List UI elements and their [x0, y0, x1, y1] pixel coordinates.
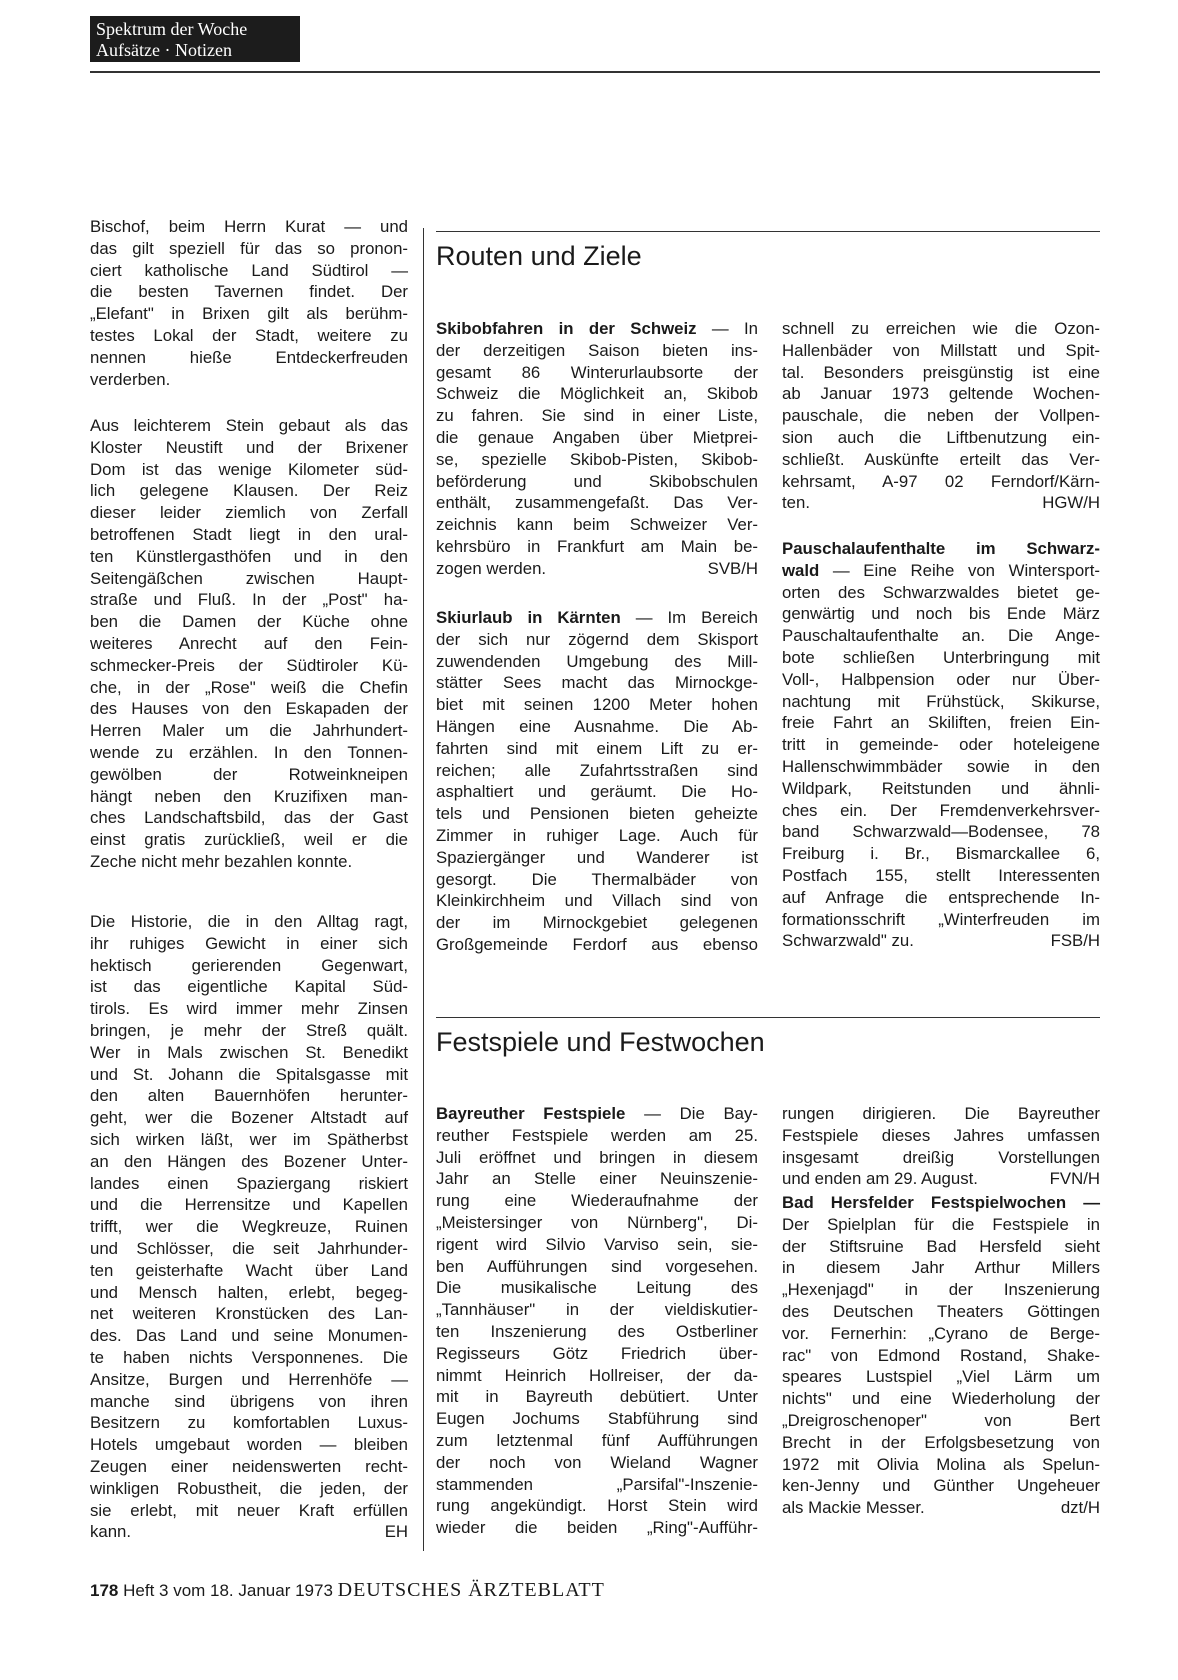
signature-dzt: dzt/H — [1060, 1498, 1100, 1518]
text-line: Hallenschwimmbäder sowie in den — [782, 756, 1100, 776]
text-line: ben Aufführungen sind vorgesehen. — [436, 1256, 758, 1276]
signature-fvn: FVN/H — [1049, 1169, 1100, 1189]
text-line: Juli eröffnet und bringen in diesem — [436, 1147, 758, 1167]
text-line: Freiburg i. Br., Bismarckallee 6, — [782, 844, 1100, 864]
text-line: zeichnis kann beim Schweizer Ver- — [436, 515, 758, 535]
text-line: rung angekündigt. Horst Stein wird — [436, 1496, 758, 1516]
text-line: Großgemeinde Ferdorf aus ebenso — [436, 934, 758, 954]
text-line: gewölben der Rotweinkneipen — [90, 764, 408, 784]
text-line: einst gratis zurückließ, weil er die — [90, 830, 408, 850]
text-line: geht, wer die Bozener Altstadt auf — [90, 1108, 408, 1128]
text-line: der im Mirnockgebiet gelegenen — [436, 913, 758, 933]
text-line: net weiteren Kronstücken des Lan- — [90, 1304, 408, 1324]
text-line: reuther Festspiele werden am 25. — [436, 1125, 758, 1145]
text-line: insgesamt dreißig Vorstellungen — [782, 1147, 1100, 1167]
text-line: gesorgt. Die Thermalbäder von — [436, 869, 758, 889]
text-line: und Mensch halten, erlebt, begeg- — [90, 1282, 408, 1302]
text-line: biet mit seinen 1200 Meter hohen — [436, 695, 758, 715]
text-line: Kleinkirchheim und Villach sind von — [436, 891, 758, 911]
text-line: che, in der „Rose" weiß die Chefin — [90, 677, 408, 697]
text-line: freie Fahrt an Skiliften, freien Ein- — [782, 713, 1100, 733]
text-line: winkligen Robustheit, die jeden, der — [90, 1478, 408, 1498]
text-line: trifft, wer die Wegkreuze, Ruinen — [90, 1217, 408, 1237]
text-line: se, spezielle Skibob-Pisten, Skibob- — [436, 449, 758, 469]
text-line: Dom ist das wenige Kilometer süd- — [90, 459, 408, 479]
text-line: Ansitze, Burgen und Herrenhöfe — — [90, 1369, 408, 1389]
signature-hgw: HGW/H — [1042, 493, 1100, 513]
text-line: Pauschaltaufenthalte an. Die Ange- — [782, 626, 1100, 646]
text-line: Herren Maler um die Jahrhundert- — [90, 721, 408, 741]
text-line: wende zu erzählen. In den Tonnen- — [90, 742, 408, 762]
text-line: der Stiftsruine Bad Hersfeld sieht — [782, 1236, 1100, 1256]
text-line: zuwendenden Umgebung des Mill- — [436, 651, 758, 671]
text-line: straße und Fluß. In der „Post" ha- — [90, 590, 408, 610]
section-header-box — [90, 16, 300, 62]
article-kaernten: Skiurlaub in Kärnten — Im Bereich der sich nur zögernd dem Skisport zuwendenden Umgebung des Mill- stätter Sees macht das Mirnockge- biet mit seinen 1200 Meter hohen Hängen eine Ausnahme. Die Ab- fahrten sind mit einem Lift zu er- reichen; alle Zufahrtsstraßen sind asphaltiert und geräumt. Die Ho- tels und Pensionen bieten geheizte Zimmer in ruhiger Lage. Auch für Spaziergänger und Wanderer ist gesorgt. Die Thermalbäder von Kleinkirchheim und Villach sind von der im Mirnockgebiet gelegenen Großgemeinde Ferdorf aus ebenso — [436, 608, 759, 954]
text-line: sion auch die Liftbenutzung ein- — [782, 427, 1100, 447]
text-line: weiteres Anrecht auf den Fein- — [90, 633, 408, 653]
text-line: Besitzern zu komfortablen Luxus- — [90, 1413, 408, 1433]
text-line: 1972 mit Olivia Molina als Spelun- — [782, 1454, 1100, 1474]
text-line: des Deutschen Theaters Göttingen — [782, 1301, 1100, 1321]
text-line: ab Januar 1973 geltende Wochen- — [782, 384, 1100, 404]
article-schwarzwald-heading: Pauschalaufenthalte im Schwarz- — [782, 539, 1100, 558]
text-line: der noch von Wieland Wagner — [436, 1452, 758, 1472]
signature-eh: EH — [384, 1522, 408, 1542]
text-line: „Elefant" in Brixen gilt als berühm- — [90, 304, 408, 324]
article-bayreuth-heading: Bayreuther Festspiele — [436, 1104, 626, 1123]
text-line: schließt. Auskünfte erteilt das Ver- — [782, 449, 1100, 469]
page-footer — [90, 1579, 605, 1602]
text-line: tirols. Es wird immer mehr Zinsen — [90, 999, 408, 1019]
text-line: manche sind übrigens von ihren — [90, 1391, 408, 1411]
column-divider — [423, 228, 424, 1551]
text-line: Eugen Jochums Stabführung sind — [436, 1409, 758, 1429]
text-line: tritt in gemeinde- oder hoteleigene — [782, 735, 1100, 755]
issue-info: Heft 3 vom 18. Januar 1973 — [123, 1581, 333, 1600]
text-line: nichts" und eine Wiederholung der — [782, 1389, 1100, 1409]
text-line: an den Hängen des Bozener Unter- — [90, 1151, 408, 1171]
text-line: und St. Johann die Spitalsgasse mit — [90, 1064, 408, 1084]
text-line: schnell zu erreichen wie die Ozon- — [782, 319, 1100, 338]
text-line: des Hauses von den Eskapaden der — [90, 699, 408, 719]
section-header-line1: Spektrum der Woche — [96, 19, 248, 39]
text-line: wieder die beiden „Ring"-Aufführ- — [436, 1518, 758, 1538]
text-line: Zeche nicht mehr bezahlen konnte. — [90, 851, 353, 871]
text-line: gesamt 86 Winterurlaubsorte der — [436, 362, 758, 382]
text-line: hektisch gerierenden Gegenwart, — [90, 955, 408, 975]
text-line: Zimmer in ruhiger Lage. Auch für — [436, 825, 758, 845]
text-line: kehrsbüro in Frankfurt am Main be- — [436, 536, 758, 556]
text-line: ken-Jenny und Günther Ungeheuer — [782, 1476, 1100, 1496]
text-line: „Tannhäuser" in der vieldiskutier- — [436, 1300, 758, 1320]
text-line: Hotels umgebaut worden — bleiben — [90, 1435, 408, 1455]
text-line: Festspiele dieses Jahres umfassen — [782, 1125, 1100, 1145]
text-line: tal. Besonders preisgünstig ist eine — [782, 362, 1100, 382]
text-line: Spaziergänger und Wanderer ist — [436, 847, 758, 867]
text-line: Seitengäßchen zwischen Haupt- — [90, 568, 408, 588]
text-line: Der Spielplan für die Festspiele in — [782, 1214, 1100, 1234]
text-line: Wer in Mals zwischen St. Benedikt — [90, 1042, 408, 1062]
header-rule — [90, 71, 1100, 73]
text-line: Kloster Neustift und der Brixener — [90, 437, 408, 457]
col1-paragraph-3-end: kann. EH — [90, 1522, 408, 1542]
text-line: enthält, zusammengefaßt. Das Ver- — [436, 493, 758, 513]
text-line: pauschale, die neben der Vollpen- — [782, 406, 1100, 426]
text-line: schmecker-Preis der Südtiroler Kü- — [90, 655, 408, 675]
text-line: bringen, je mehr der Streß quält. — [90, 1020, 408, 1040]
text-line: bote schließen Unterbringung mit — [782, 647, 1100, 667]
text-line: die besten Tavernen findet. Der — [90, 282, 408, 302]
text-line: Wildpark, Reitstunden und ähnli- — [782, 778, 1100, 798]
text-line: ten Künstlergasthöfen und in den — [90, 546, 408, 566]
text-line: sie erlebt, mit neuer Kraft erfüllen — [90, 1500, 408, 1520]
text-line: beförderung und Skibobschulen — [436, 471, 758, 491]
text-line: nennen hieße Entdeckerfreuden — [90, 347, 408, 367]
text-line: sich wirken läßt, wer im Spätherbst — [90, 1129, 408, 1149]
article-skibob: Skibobfahren in der Schweiz — In der derzeitigen Saison bieten ins- gesamt 86 Winterurlaubsorte der Schweiz die Möglichkeit an, Skibob zu fahren. Sie sind in einer Liste, die genaue Angaben über Mietprei- se, spezielle Skibob-Pisten, Skibob- beförderung und Skibobschulen enthält, zusammengefaßt. Das Ver- zeichnis kann beim Schweizer Ver- kehrsbüro in Frankfurt am Main be- zogen werden. SVB/H — [436, 319, 758, 578]
text-line: ihr ruhiges Gewicht in einer sich — [90, 933, 408, 953]
text-line: in diesem Jahr Arthur Millers — [782, 1258, 1100, 1278]
text-line: des. Das Land und seine Monumen- — [90, 1326, 408, 1346]
text-line: Hallenbäder von Millstatt und Spit- — [782, 340, 1100, 360]
text-line: Jahr an Stelle einer Neuinszenie- — [436, 1169, 758, 1189]
text-line: formationsschrift „Winterfreuden im — [782, 909, 1100, 929]
text-line: zu fahren. Sie sind in einer Liste, — [436, 406, 758, 426]
text-line: das gilt speziell für das so pronon- — [90, 238, 408, 258]
text-line: asphaltiert und geräumt. Die Ho- — [436, 782, 758, 802]
text-line: Zeugen einer neidenswerten recht- — [90, 1456, 408, 1476]
text-line: landes einen Spaziergang riskiert — [90, 1173, 408, 1193]
text-line: betroffenen Stadt liegt in den ural- — [90, 524, 408, 544]
text-line: Voll-, Halbpension oder nur Über- — [782, 669, 1100, 689]
text-line: „Dreigroschenoper" von Bert — [782, 1410, 1100, 1430]
text-line: „Hexenjagd" in der Inszenierung — [782, 1280, 1100, 1300]
text-line: den alten Bauernhöfen herunter- — [90, 1086, 408, 1106]
signature-svb: SVB/H — [707, 558, 758, 578]
text-line: der derzeitigen Saison bieten ins- — [436, 340, 758, 360]
text-line: band Schwarzwald—Bodensee, 78 — [782, 822, 1100, 842]
text-line: genwärtig und noch bis Ende März — [782, 604, 1100, 624]
text-line: verderben. — [90, 369, 171, 389]
text-line: rac" von Edmond Rostand, Shake- — [782, 1345, 1100, 1365]
text-line: speares Lustspiel „Viel Lärm um — [782, 1367, 1100, 1387]
text-line: ten geisterhafte Wacht über Land — [90, 1260, 408, 1280]
text-line: ciert katholische Land Südtirol — — [90, 260, 408, 280]
text-line: rungen dirigieren. Die Bayreuther — [782, 1104, 1100, 1123]
text-line: lich gelegene Klausen. Der Reiz — [90, 481, 408, 501]
text-line: ches Landschaftsbild, das der Gast — [90, 808, 408, 828]
article-schwarzwald: Pauschalaufenthalte im Schwarz- wald — Eine Reihe von Wintersport- orten des Schwarzwaldes bietet ge- genwärtig und noch bis Ende März Pauschaltaufenthalte an. Die Ange- bote schließen Unterbringung mit Voll-, Halbpension oder nur Über- nachtung mit Frühstück, Skikurse, freie Fahrt an Skiliften, freien Ein- tritt in gemeinde- oder hoteleigene Hallenschwimmbäder sowie in den Wildpark, Reitstunden und ähnli- ches ein. Der Fremdenverkehrsver- band Schwarzwald—Bodensee, 78 Freiburg i. Br., Bismarckallee 6, Postfach 155, stellt Interessenten auf Anfrage die entsprechende In- formationsschrift „Winterfreuden im Schwarzwald" zu. FSB/H — [782, 539, 1100, 951]
routen-rule — [436, 231, 1100, 232]
text-line: Die Historie, die in den Alltag ragt, — [90, 912, 408, 931]
article-kaernten-continued: schnell zu erreichen wie die Ozon- Hallenbäder von Millstatt und Spit- tal. Besonders preisgünstig ist eine ab Januar 1973 geltende Wochen- pauschale, die neben der Vollpen- sion auch die Liftbenutzung ein- schließt. Auskünfte erteilt das Ver- kehrsamt, A-97 02 Ferndorf/Kärn- ten. HGW/H — [782, 319, 1100, 513]
text-line: rigent wird Silvio Varviso sein, sie- — [436, 1234, 758, 1254]
text-line: nachtung mit Frühstück, Skikurse, — [782, 691, 1100, 711]
col1-paragraph-1 — [90, 216, 408, 390]
text-line: testes Lokal der Stadt, weitere zu — [90, 325, 408, 345]
text-line: zum letztenmal fünf Aufführungen — [436, 1430, 758, 1450]
article-hersfeld-heading: Bad Hersfelder Festspielwochen — — [782, 1193, 1100, 1212]
text-line: Bischof, beim Herrn Kurat — und — [90, 217, 408, 236]
text-line: te haben nichts Versponnenes. Die — [90, 1347, 408, 1367]
text-line: kehrsamt, A-97 02 Ferndorf/Kärn- — [782, 471, 1100, 491]
text-line: Regisseurs Götz Friedrich über- — [436, 1343, 758, 1363]
text-line: orten des Schwarzwaldes bietet ge- — [782, 582, 1100, 602]
text-line: die genaue Angaben über Mietprei- — [436, 427, 758, 447]
article-kaernten-heading: Skiurlaub in Kärnten — [436, 608, 621, 627]
text-line: Aus leichterem Stein gebaut als das — [90, 416, 408, 435]
text-line: Die musikalische Leitung des — [436, 1278, 758, 1298]
text-line: stätter Sees macht das Mirnockge- — [436, 673, 758, 693]
text-line: nimmt Heinrich Hollreiser, der da- — [436, 1365, 758, 1385]
article-hersfeld: Bad Hersfelder Festspielwochen — Der Spielplan für die Festspiele in der Stiftsruine Bad Hersfeld sieht in diesem Jahr Arthur Millers „Hexenjagd" in der Inszenierung des Deutschen Theaters Göttingen vor. Fernerhin: „Cyrano de Berge- rac" von Edmond Rostand, Shake- speares Lustspiel „Viel Lärm um nichts" und eine Wiederholung der „Dreigroschenoper" von Bert Brecht in der Erfolgsbesetzung von 1972 mit Olivia Molina als Spelun- ken-Jenny und Günther Ungeheuer als Mackie Messer. dzt/H — [782, 1193, 1100, 1518]
text-line: und Schlösser, die seit Jahrhunder- — [90, 1238, 408, 1258]
text-line: mit in Bayreuth debütiert. Unter — [436, 1387, 758, 1407]
article-skibob-heading: Skibobfahren in der Schweiz — [436, 319, 697, 338]
text-line: rung eine Wiederaufnahme der — [436, 1191, 758, 1211]
article-bayreuth-continued: rungen dirigieren. Die Bayreuther Festspiele dieses Jahres umfassen insgesamt dreißig Vorstellungen und enden am 29. August. FVN/H — [782, 1104, 1100, 1189]
section-title-routen: Routen und Ziele — [436, 241, 642, 271]
text-line: ben die Damen der Küche ohne — [90, 612, 408, 632]
page-number: 178 — [90, 1581, 119, 1600]
text-line: der sich nur zögernd dem Skisport — [436, 629, 758, 649]
text-line: dieser leider ziemlich von Zerfall — [90, 503, 408, 523]
col1-paragraph-3 — [90, 911, 408, 1543]
text-line: auf Anfrage die entsprechende In- — [782, 887, 1100, 907]
text-line: Hängen eine Ausnahme. Die Ab- — [436, 716, 758, 736]
text-line: und die Herrensitze und Kapellen — [90, 1195, 408, 1215]
section-title-festspiele: Festspiele und Festwochen — [436, 1027, 765, 1057]
publication-name: DEUTSCHES ÄRZTEBLATT — [337, 1579, 605, 1601]
text-line: „Meistersinger von Nürnberg", Di- — [436, 1212, 758, 1232]
text-line: Postfach 155, stellt Interessenten — [782, 865, 1100, 885]
text-line: ist das eigentliche Kapital Süd- — [90, 977, 408, 997]
article-bayreuth: Bayreuther Festspiele — Die Bay- reuther Festspiele werden am 25. Juli eröffnet und bringen in diesem Jahr an Stelle einer Neuinszenie- rung eine Wiederaufnahme der „Meistersinger von Nürnberg", Di- rigent wird Silvio Varviso sein, sie- ben Aufführungen sind vorgesehen. Die musikalische Leitung des „Tannhäuser" in der vieldiskutier- ten Inszenierung des Ostberliner Regisseurs Götz Friedrich über- nimmt Heinrich Hollreiser, der da- mit in Bayreuth debütiert. Unter Eugen Jochums Stabführung sind zum letztenmal fünf Aufführungen der noch von Wieland Wagner stammenden „Parsifal"-Inszenie- rung angekündigt. Horst Stein wird wieder die beiden „Ring"-Aufführ- — [436, 1104, 758, 1538]
text-line: ches ein. Der Fremdenverkehrsver- — [782, 800, 1100, 820]
fest-rule — [436, 1017, 1100, 1018]
text-line: ten Inszenierung des Ostberliner — [436, 1321, 758, 1341]
text-line: vor. Fernerhin: „Cyrano de Berge- — [782, 1323, 1100, 1343]
text-line: tels und Pensionen bieten geheizte — [436, 804, 758, 824]
text-line: Schweiz die Möglichkeit an, Skibob — [436, 384, 758, 404]
signature-fsb: FSB/H — [1050, 931, 1100, 951]
text-line: stammenden „Parsifal"-Inszenie- — [436, 1474, 758, 1494]
text-line: fahrten sind mit einem Lift zu er- — [436, 738, 758, 758]
text-line: Brecht in der Erfolgsbesetzung von — [782, 1432, 1100, 1452]
col1-paragraph-2 — [90, 415, 408, 873]
text-line: hängt neben den Kruzifixen man- — [90, 786, 408, 806]
text-line: reichen; alle Zufahrtsstraßen sind — [436, 760, 758, 780]
section-header-line2: Aufsätze · Notizen — [96, 40, 232, 60]
